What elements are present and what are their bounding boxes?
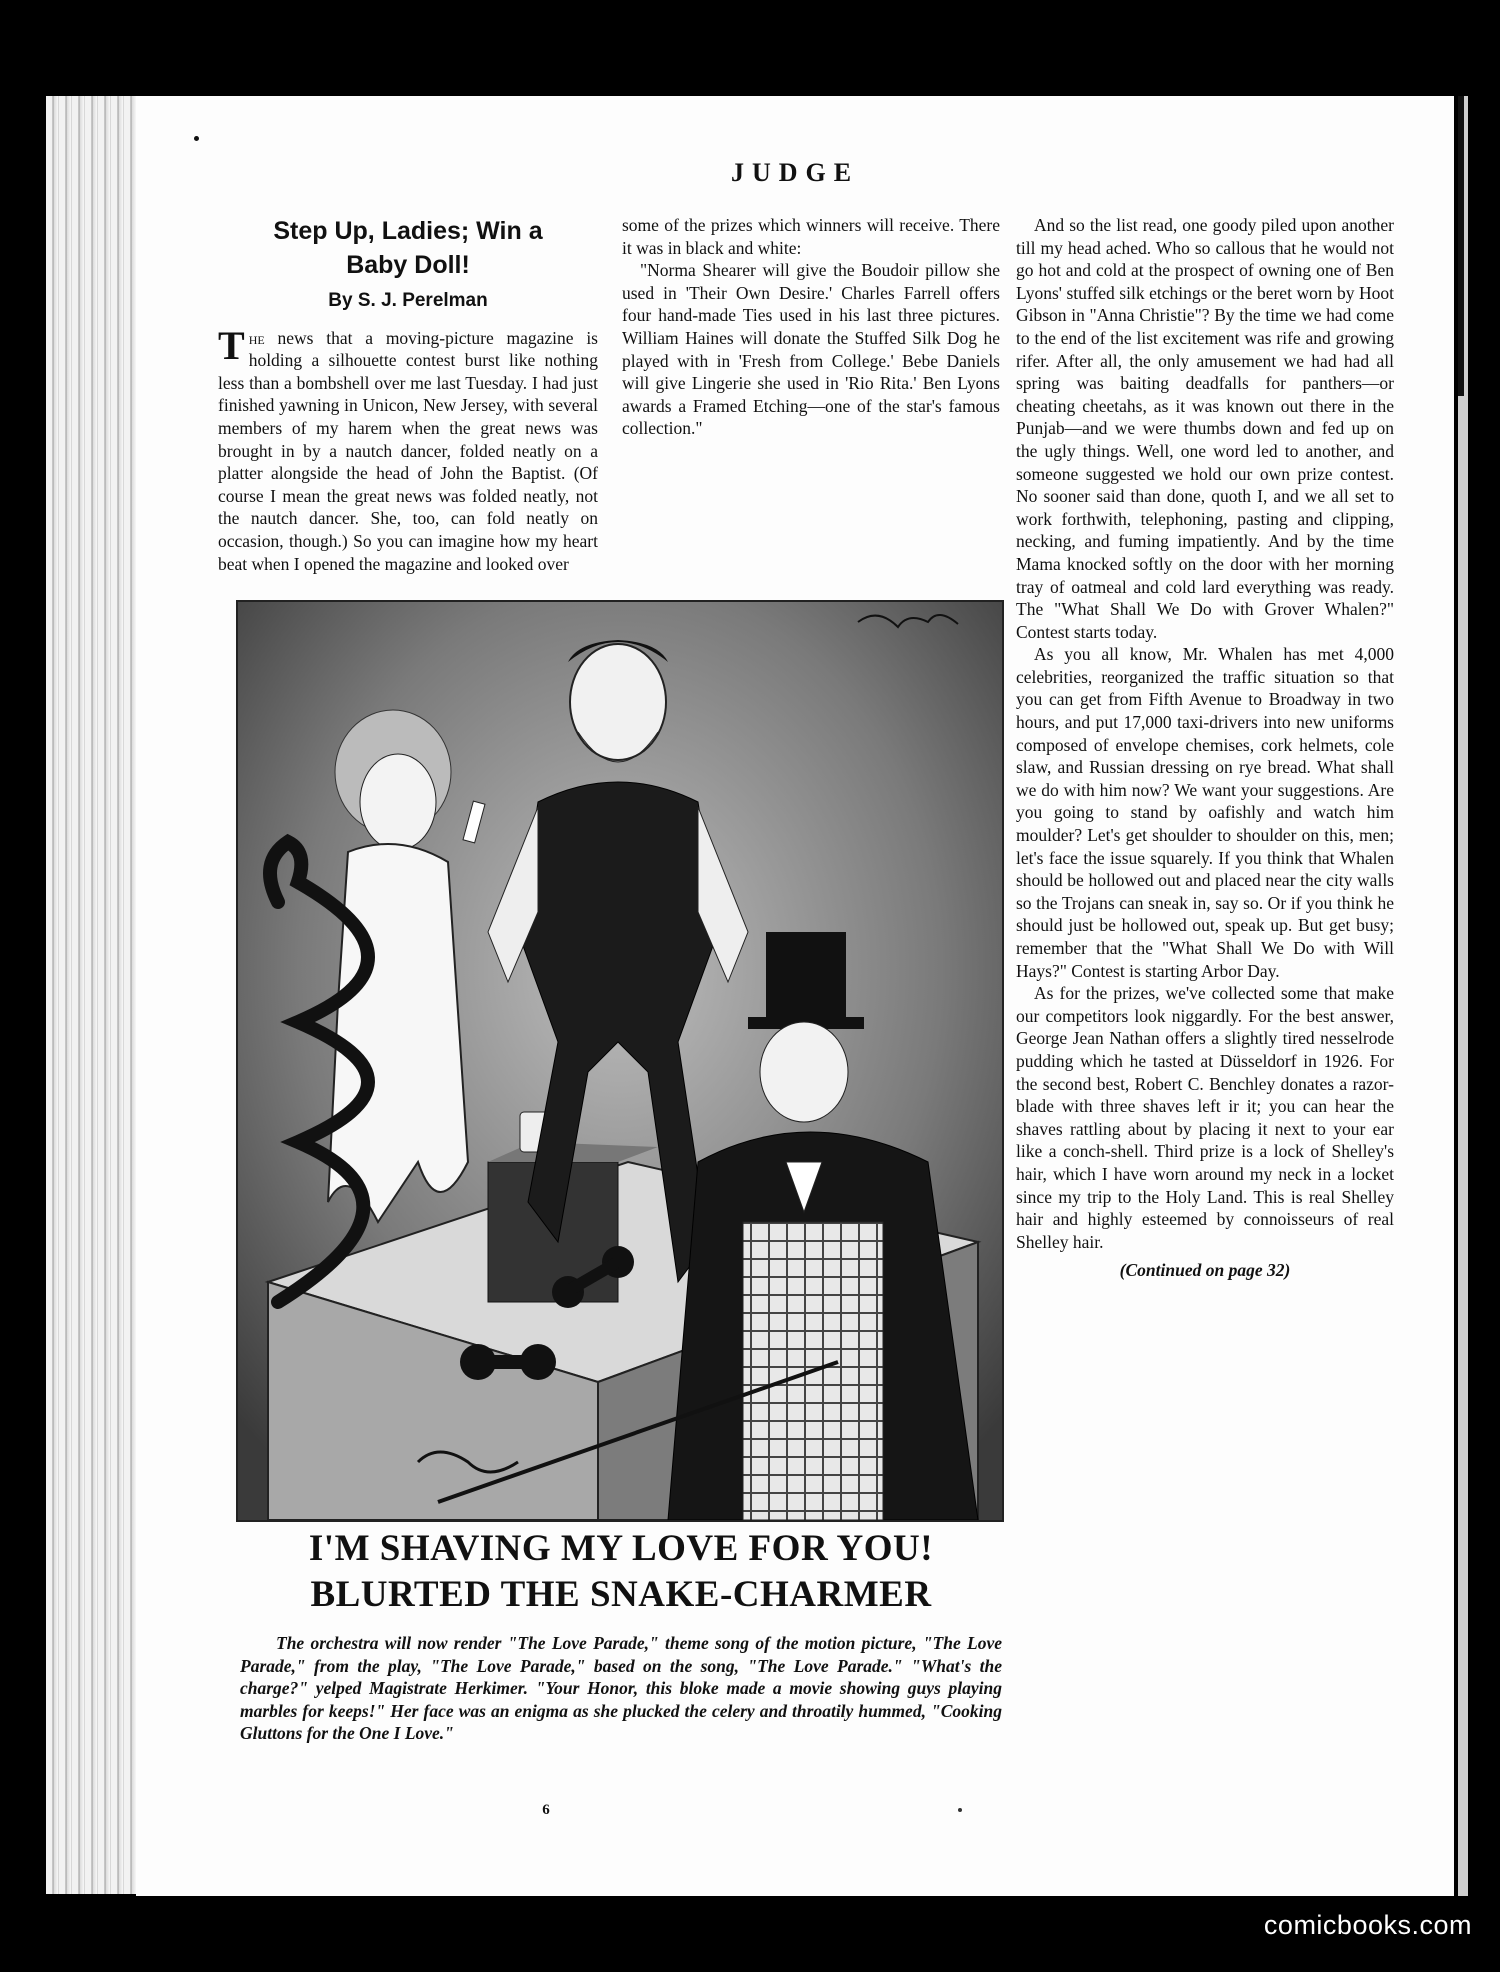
gentleman-head <box>760 1022 848 1122</box>
strongman-head <box>570 644 666 760</box>
cartoon-drawing <box>238 602 1002 1520</box>
facing-page-shadow <box>1458 96 1464 396</box>
paragraph-1-continued: some of the prizes which winners will receive. There it was in black and white: <box>622 215 1000 258</box>
column-3 <box>1016 214 1394 1282</box>
cartoon-headline <box>236 1526 1006 1618</box>
cartoon-caption <box>240 1632 1002 1745</box>
drop-cap: T <box>218 322 245 368</box>
page-speck <box>194 136 199 141</box>
book-page-edges <box>46 96 138 1894</box>
paragraph-1 <box>218 322 598 576</box>
magazine-page <box>136 96 1454 1896</box>
paragraph-1-text: news that a moving-picture magazine is holding a silhouette contest burst like nothing less than a bombshell over me last Tuesday. I had just finished yawning in Unicon, New Jersey, with several members of my harem when the great news was brought in by a nautch dancer, folded neatly on a platter alongside the head of John the Baptist. (Of course I mean the great news was folded neatly, not the nautch dancer. She, too, can fold neatly on occasion, though.) So you can imagine how my heart beat when I opened the magazine and looked over <box>218 327 598 574</box>
paragraph-4: As you all know, Mr. Whalen has met 4,000 celebrities, reorganized the traffic situation so that you can get from Fifth Avenue to Broadway in two hours, and put 17,000 taxi-drivers into new uniforms composed of envelope chemises, cork helmets, cole slaw, and Russian dressing on rye bread. What shall we do with him now? We want your suggestions. Are you going to stand by oafishly and watch him moulder? Let's get shoulder to shoulder on this, men; let's face the issue squarely. If you think that Whalen should be hollowed out and placed near the city walls so the Trojans can sneak in, say so. Or if you think he should just be hollowed out, speak up. But get busy; remember that the "What Shall We Do with Will Hays?" Contest is starting Arbor Day. <box>1016 644 1394 981</box>
title-line-1: Step Up, Ladies; Win a <box>273 217 543 245</box>
paragraph-3: And so the list read, one goody piled upon another till my head ached. Who so callous that he would not go hot and cold at the prospect of owning one of Ben Lyons' stuffed silk etchings or the beret worn by Hoot Gibson in "Anna Christie"? By the time we had come to the end of the list excitement was rife and growing rifer. After all, the only amusement we had had all spring was baiting deadfalls for panthers—or cheating cheetahs, as it was known out there in the Punjab—and we were thumbs down and fed up on the ugly things. Well, one word led to another, and someone suggested we hold our own prize contest. No sooner said than done, quoth I, and we all set to work forthwith, telephoning, pasting and clipping, necking, and fuming impatiently. And by the time Mama knocked softly on the door with her morning tray of oatmeal and cold lard everything was ready. The "What Shall We Do with Grover Whalen?" Contest starts today. <box>1016 215 1394 642</box>
cartoon-illustration <box>236 600 1004 1522</box>
column-2 <box>622 214 1000 440</box>
article-title <box>218 214 598 282</box>
folio-speck <box>958 1808 962 1812</box>
paragraph-2: "Norma Shearer will give the Boudoir pillow she used in 'Their Own Desire.' Charles Farrell offers four hand-made Ties used in his last three pictures. William Haines will donate the Stuffed Silk Dog he played with in 'Fresh from College.' Bebe Daniels will give Lingerie she used in 'Rio Rita.' Ben Lyons awards a Framed Etching—one of the star's famous collection." <box>622 260 1000 439</box>
woman-face <box>360 754 436 850</box>
byline: By S. J. Perelman <box>328 290 488 311</box>
continued-note: (Continued on page 32) <box>1119 1260 1291 1281</box>
page-number: 6 <box>542 1802 550 1818</box>
headline-line-1: I'M SHAVING MY LOVE FOR YOU! <box>308 1528 934 1569</box>
first-word: he <box>248 327 265 348</box>
column-1 <box>218 214 598 575</box>
headline-line-2: BLURTED THE SNAKE-CHARMER <box>310 1574 932 1615</box>
caption-text: The orchestra will now render "The Love Parade," theme song of the motion picture, "The Love Parade," from the play, "The Love Parade," based on the song, "The Love Parade." "What's the charge?" yelped Magistrate Herkimer. "Your Honor, this bloke made a movie showing guys playing marbles for keeps!" Her face was an enigma as she plucked the celery and throatily hummed, "Cooking Gluttons for the One I Love." <box>240 1633 1002 1744</box>
running-head: JUDGE <box>730 158 860 187</box>
watermark: comicbooks.com <box>1263 1910 1472 1940</box>
title-line-2: Baby Doll! <box>346 251 470 279</box>
paragraph-5: As for the prizes, we've collected some that make our competitors look niggardly. For the best answer, George Jean Nathan offers a slightly tired nesselrode pudding which he tasted at Düsseldorf in 1926. For the second best, Robert C. Benchley donates a razor-blade with three shaves left ir it; you can hear the shaves rattling about by placing it next to your ear like a conch-shell. Third prize is a lock of Shelley's hair, which I have worn around my neck in a locket since my trip to the Holy Land. This is real Shelley hair and highly esteemed by connoisseurs of real Shelley hair. <box>1016 983 1394 1252</box>
top-hat <box>766 932 846 1022</box>
